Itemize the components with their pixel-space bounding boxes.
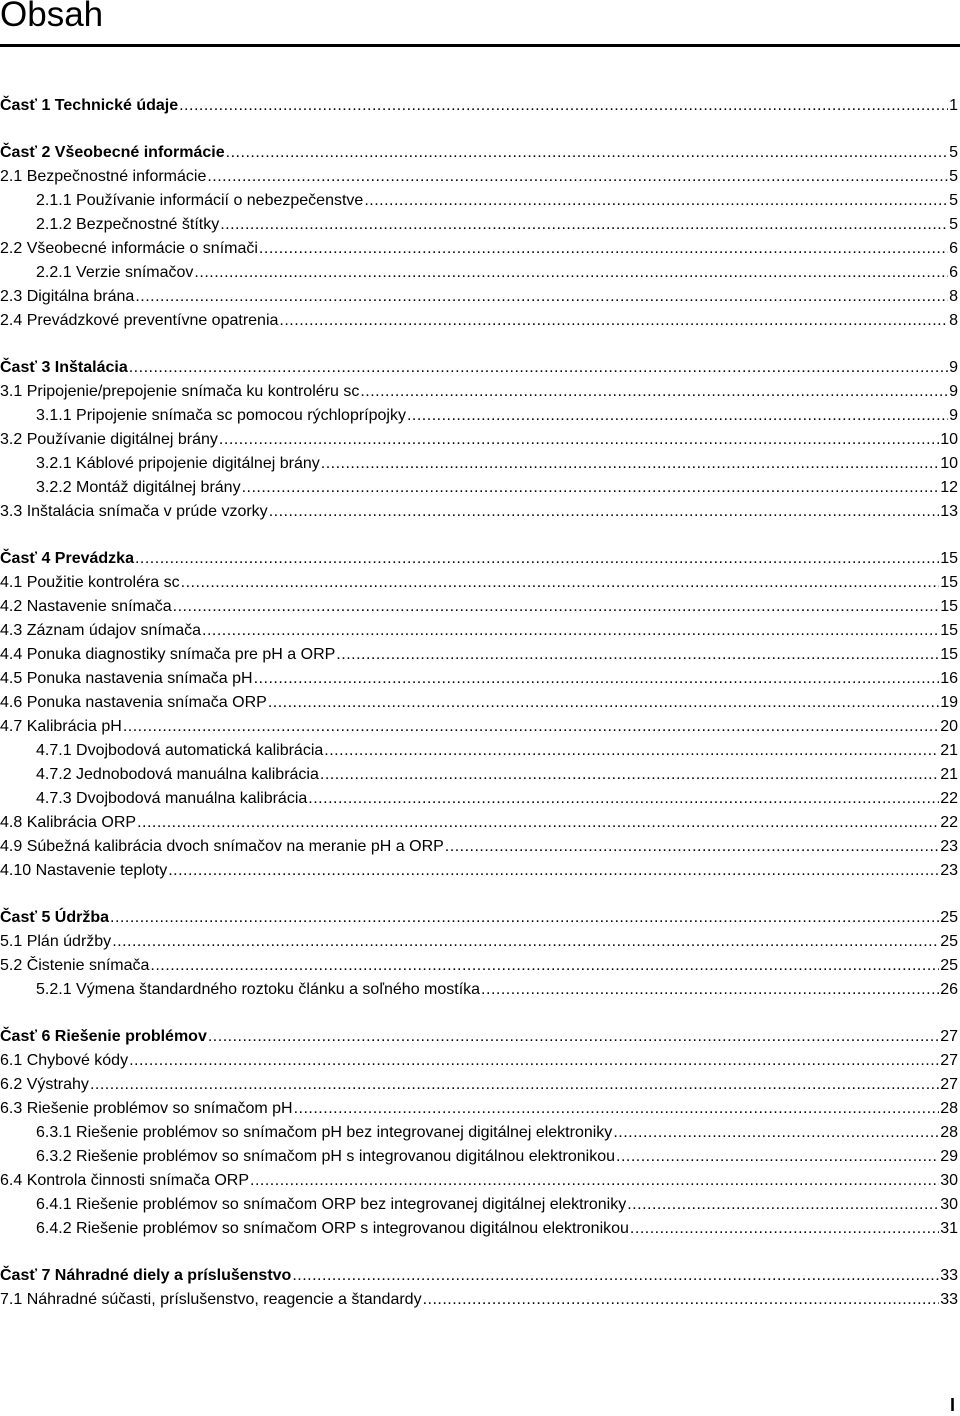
toc-entry[interactable]	[0, 668, 958, 690]
toc-entry[interactable]	[0, 501, 958, 523]
toc-entry-title: 6.3.1 Riešenie problémov so snímačom pH bez integrovanej digitálnej elektroniky	[36, 1124, 613, 1141]
toc-page-number: 6	[949, 264, 958, 281]
toc-entry-title: 4.7 Kalibrácia pH	[0, 718, 122, 735]
toc-page-number: 15	[940, 550, 958, 567]
toc-entry[interactable]	[0, 286, 958, 308]
toc-entry[interactable]	[0, 1289, 958, 1311]
toc-dot-leader	[320, 764, 939, 786]
page-number: I	[949, 1395, 955, 1415]
toc-dot-leader	[194, 262, 948, 284]
toc-entry[interactable]	[0, 477, 958, 499]
toc-entry-title: 6.1 Chybové kódy	[0, 1052, 129, 1069]
toc-dot-leader	[90, 1074, 939, 1096]
toc-dot-leader	[137, 812, 939, 834]
toc-entry-title: Časť 1 Technické údaje	[0, 97, 179, 114]
toc-page-number: 30	[940, 1196, 958, 1213]
toc-entry-title: 4.9 Súbežná kalibrácia dvoch snímačov na meranie pH a ORP	[0, 838, 444, 855]
toc-entry-title: 6.4.1 Riešenie problémov so snímačom ORP bez integrovanej digitálnej elektroniky	[36, 1196, 627, 1213]
toc-dot-leader	[269, 501, 940, 523]
toc-page-number: 27	[940, 1076, 958, 1093]
toc-entry-title: 4.3 Záznam údajov snímača	[0, 622, 201, 639]
toc-page-number: 23	[940, 838, 958, 855]
toc-page-number: 15	[940, 598, 958, 615]
toc-dot-leader	[364, 190, 948, 212]
toc-entry-title: 2.2 Všeobecné informácie o snímači	[0, 240, 258, 257]
toc-entry[interactable]	[0, 979, 958, 1001]
toc-dot-leader	[123, 716, 939, 738]
toc-dot-leader	[219, 429, 939, 451]
toc-page-number: 1	[949, 97, 958, 114]
toc-page-number: 8	[949, 312, 958, 329]
toc-entry[interactable]	[0, 860, 958, 882]
toc-page-number: 25	[940, 909, 958, 926]
toc-entry[interactable]	[0, 1170, 958, 1192]
toc-dot-leader	[254, 668, 940, 690]
toc-entry-title: 4.6 Ponuka nastavenia snímača ORP	[0, 694, 267, 711]
toc-dot-leader	[168, 860, 939, 882]
toc-page-number: 29	[940, 1148, 958, 1165]
toc-page-number: 25	[940, 933, 958, 950]
toc-entry-title: 6.4.2 Riešenie problémov so snímačom ORP s integrovanou digitálnou elektronikou	[36, 1220, 629, 1237]
toc-page-number: 15	[940, 646, 958, 663]
toc-entry[interactable]	[0, 572, 958, 594]
toc-entry[interactable]	[0, 1074, 958, 1096]
toc-dot-leader	[292, 1265, 939, 1287]
toc-page-number: 13	[940, 503, 958, 520]
toc-entry[interactable]	[0, 812, 958, 834]
toc-entry-title: 2.1.1 Používanie informácií o nebezpečenstve	[36, 192, 364, 209]
toc-page-number: 21	[940, 766, 958, 783]
toc-page-number: 27	[940, 1052, 958, 1069]
toc-page-number: 5	[949, 216, 958, 233]
toc-entry-title: 3.2 Používanie digitálnej brány	[0, 431, 218, 448]
toc-entry-title: Časť 6 Riešenie problémov	[0, 1028, 207, 1045]
toc-entry[interactable]	[0, 836, 958, 858]
toc-page-number: 28	[940, 1124, 958, 1141]
toc-entry-title: 3.2.2 Montáž digitálnej brány	[36, 479, 241, 496]
toc-part-entry[interactable]	[0, 548, 958, 570]
toc-dot-leader	[150, 955, 939, 977]
toc-entry-title: 6.2 Výstrahy	[0, 1076, 89, 1093]
toc-dot-leader	[179, 95, 948, 117]
toc-dot-leader	[202, 620, 939, 642]
toc-dot-leader	[423, 1289, 940, 1311]
toc-dot-leader	[129, 357, 948, 379]
toc-entry[interactable]	[0, 262, 958, 284]
toc-entry-title: 4.2 Nastavenie snímača	[0, 598, 172, 615]
toc-dot-leader	[250, 1170, 939, 1192]
toc-page-number: 28	[940, 1100, 958, 1117]
toc-dot-leader	[112, 931, 939, 953]
toc-entry-title: 4.7.2 Jednobodová manuálna kalibrácia	[36, 766, 319, 783]
toc-entry[interactable]	[0, 692, 958, 714]
toc-entry[interactable]	[0, 166, 958, 188]
toc-dot-leader	[207, 166, 948, 188]
toc-entry-title: 4.10 Nastavenie teploty	[0, 862, 168, 879]
toc-entry-title: 3.2.1 Káblové pripojenie digitálnej brány	[36, 455, 320, 472]
toc-page-number: 30	[940, 1172, 958, 1189]
toc-dot-leader	[336, 644, 939, 666]
toc-entry-title: 3.1.1 Pripojenie snímača sc pomocou rýchloprípojky	[36, 407, 406, 424]
toc-entry[interactable]	[0, 764, 958, 786]
toc-entry-title: 2.3 Digitálna brána	[0, 288, 135, 305]
toc-dot-leader	[220, 214, 948, 236]
toc-page-number: 33	[940, 1291, 958, 1308]
toc-entry[interactable]	[0, 931, 958, 953]
toc-dot-leader	[181, 572, 940, 594]
toc-entry-title: 5.2 Čistenie snímača	[0, 957, 150, 974]
toc-entry[interactable]	[0, 740, 958, 762]
toc-entry-title: Časť 2 Všeobecné informácie	[0, 144, 225, 161]
toc-entry[interactable]	[0, 716, 958, 738]
toc-page-number: 22	[940, 790, 958, 807]
toc-entry[interactable]	[0, 405, 958, 427]
toc-page-number: 22	[940, 814, 958, 831]
toc-entry[interactable]	[0, 190, 958, 212]
toc-dot-leader	[481, 979, 939, 1001]
toc-entry[interactable]	[0, 788, 958, 810]
toc-dot-leader	[226, 142, 948, 164]
toc-page-number: 16	[940, 670, 958, 687]
toc-page-number: 5	[949, 144, 958, 161]
toc-entry[interactable]	[0, 644, 958, 666]
toc-page-number: 5	[949, 168, 958, 185]
toc-dot-leader	[627, 1194, 939, 1216]
toc-entry-title: 3.1 Pripojenie/prepojenie snímača ku kontroléru sc	[0, 383, 360, 400]
toc-dot-leader	[173, 596, 940, 618]
toc-page-number: 23	[940, 862, 958, 879]
toc-page-number: 21	[940, 742, 958, 759]
toc-dot-leader	[630, 1218, 939, 1240]
toc-page-number: 31	[940, 1220, 958, 1237]
toc-entry-title: 4.8 Kalibrácia ORP	[0, 814, 137, 831]
toc-entry[interactable]	[0, 310, 958, 332]
toc-dot-leader	[242, 477, 940, 499]
toc-entry-title: 4.1 Použitie kontroléra sc	[0, 574, 180, 591]
toc-page-number: 9	[949, 407, 958, 424]
toc-page-number: 9	[949, 383, 958, 400]
toc-dot-leader	[294, 1098, 940, 1120]
toc-dot-leader	[135, 548, 939, 570]
toc-entry[interactable]	[0, 1218, 958, 1240]
toc-page-number: 8	[949, 288, 958, 305]
toc-entry-title: 2.1 Bezpečnostné informácie	[0, 168, 207, 185]
toc-entry-title: 2.1.2 Bezpečnostné štítky	[36, 216, 220, 233]
toc-entry-title: 5.2.1 Výmena štandardného roztoku článku a soľného mostíka	[36, 981, 481, 998]
toc-dot-leader	[308, 788, 939, 810]
toc-part-entry[interactable]	[0, 907, 958, 929]
toc-dot-leader	[129, 1050, 939, 1072]
toc-page-number: 26	[940, 981, 958, 998]
toc-entry[interactable]	[0, 955, 958, 977]
toc-dot-leader	[110, 907, 939, 929]
toc-entry-title: 4.5 Ponuka nastavenia snímača pH	[0, 670, 253, 687]
toc-entry-title: 6.3 Riešenie problémov so snímačom pH	[0, 1100, 293, 1117]
toc-entry[interactable]	[0, 1122, 958, 1144]
toc-entry-title: 5.1 Plán údržby	[0, 933, 112, 950]
toc-part-entry[interactable]	[0, 95, 958, 117]
toc-entry-title: 4.7.1 Dvojbodová automatická kalibrácia	[36, 742, 324, 759]
toc-page-number: 20	[940, 718, 958, 735]
toc-page-number: 5	[949, 192, 958, 209]
page-title: Obsah	[0, 0, 104, 34]
toc-entry[interactable]	[0, 596, 958, 618]
toc-dot-leader	[135, 286, 948, 308]
toc-dot-leader	[613, 1122, 939, 1144]
toc-page-number: 10	[940, 455, 958, 472]
toc-page-number: 15	[940, 622, 958, 639]
toc-entry-title: 3.3 Inštalácia snímača v prúde vzorky	[0, 503, 268, 520]
toc-page-number: 19	[940, 694, 958, 711]
toc-page-number: 25	[940, 957, 958, 974]
toc-entry[interactable]	[0, 453, 958, 475]
toc-dot-leader	[259, 238, 948, 260]
toc-entry[interactable]	[0, 1194, 958, 1216]
toc-page-number: 6	[949, 240, 958, 257]
toc-entry[interactable]	[0, 620, 958, 642]
toc-dot-leader	[279, 310, 948, 332]
toc-dot-leader	[360, 381, 948, 403]
toc-entry-title: Časť 7 Náhradné diely a príslušenstvo	[0, 1267, 292, 1284]
toc-page-number: 15	[940, 574, 958, 591]
toc-entry-title: 7.1 Náhradné súčasti, príslušenstvo, reagencie a štandardy	[0, 1291, 422, 1308]
toc-entry[interactable]	[0, 1050, 958, 1072]
toc-entry-title: 2.2.1 Verzie snímačov	[36, 264, 194, 281]
toc-page-number: 12	[940, 479, 958, 496]
toc-entry[interactable]	[0, 1098, 958, 1120]
toc-entry-title: Časť 4 Prevádzka	[0, 550, 134, 567]
toc-entry-title: 4.4 Ponuka diagnostiky snímača pre pH a ORP	[0, 646, 336, 663]
toc-entry-title: Časť 5 Údržba	[0, 909, 110, 926]
toc-part-entry[interactable]	[0, 357, 958, 379]
toc-page-number: 10	[940, 431, 958, 448]
toc-entry[interactable]	[0, 238, 958, 260]
toc-part-entry[interactable]	[0, 1265, 958, 1287]
toc-dot-leader	[616, 1146, 939, 1168]
toc-entry-title: 6.4 Kontrola činnosti snímača ORP	[0, 1172, 250, 1189]
toc-part-entry[interactable]	[0, 1026, 958, 1048]
toc-entry-title: Časť 3 Inštalácia	[0, 359, 128, 376]
toc-dot-leader	[407, 405, 948, 427]
toc-entry[interactable]	[0, 1146, 958, 1168]
toc-dot-leader	[324, 740, 939, 762]
toc-entry-title: 2.4 Prevádzkové preventívne opatrenia	[0, 312, 279, 329]
toc-entry[interactable]	[0, 214, 958, 236]
toc-entry-title: 4.7.3 Dvojbodová manuálna kalibrácia	[36, 790, 308, 807]
toc-entry[interactable]	[0, 381, 958, 403]
toc-part-entry[interactable]	[0, 142, 958, 164]
toc-page-number: 33	[940, 1267, 958, 1284]
toc-dot-leader	[268, 692, 939, 714]
toc-dot-leader	[321, 453, 939, 475]
toc-entry-title: 6.3.2 Riešenie problémov so snímačom pH s integrovanou digitálnou elektronikou	[36, 1148, 615, 1165]
title-divider	[0, 44, 960, 47]
toc-page-number: 9	[949, 359, 958, 376]
toc-page-number: 27	[940, 1028, 958, 1045]
toc-dot-leader	[445, 836, 939, 858]
toc-dot-leader	[208, 1026, 939, 1048]
toc-entry[interactable]	[0, 429, 958, 451]
